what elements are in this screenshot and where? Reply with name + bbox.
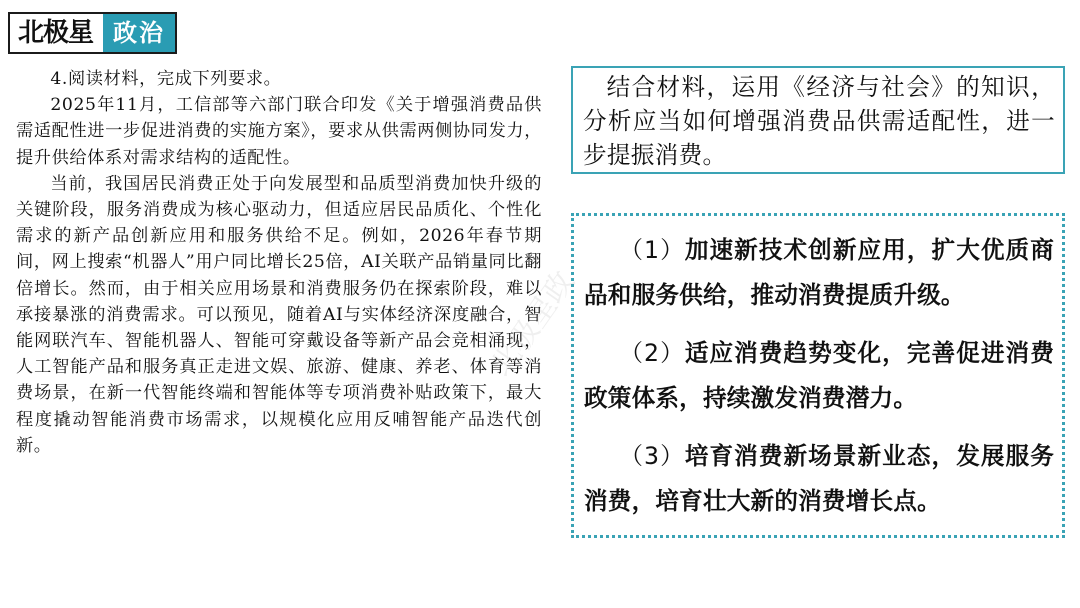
answer-box bbox=[571, 213, 1065, 538]
subject-label: 政治 bbox=[103, 14, 175, 52]
brand-logo bbox=[8, 12, 177, 54]
answer-text: 培育消费新场景新业态，发展服务消费，培育壮大新的消费增长点。 bbox=[584, 442, 1054, 515]
material-paragraph: 2025年11月，工信部等六部门联合印发《关于增强消费品供需适配性进一步促进消费的实施方案》，要求从供需两侧协同发力，提升供给体系对需求结构的适配性。 bbox=[16, 95, 542, 168]
reading-material bbox=[16, 66, 542, 459]
answer-item bbox=[584, 331, 1054, 420]
answer-number: （3） bbox=[619, 442, 685, 470]
question-prompt: 4.阅读材料，完成下列要求。 bbox=[50, 69, 282, 89]
answer-text: 加速新技术创新应用，扩大优质商品和服务供给，推动消费提质升级。 bbox=[584, 236, 1054, 309]
question-box: 结合材料，运用《经济与社会》的知识，分析应当如何增强消费品供需适配性，进一步提振消费。 bbox=[571, 66, 1065, 174]
material-paragraph: 当前，我国居民消费正处于向发展型和品质型消费加快升级的关键阶段，服务消费成为核心驱动力，但适应居民品质化、个性化需求的新产品创新应用和服务供给不足。例如，2026年春节期间，网上搜索“机器人”用户同比增长25倍，AI关联产品销量同比翻倍增长。然而，由于相关应用场景和消费服务仍在探索阶段，难以承接暴涨的消费需求。可以预见，随着AI与实体经济深度融合，智能网联汽车、智能机器人、智能可穿戴设备等新产品会竞相涌现，人工智能产品和服务真正走进文娱、旅游、健康、养老、体育等消费场景，在新一代智能终端和智能体等专项消费补贴政策下，最大程度撬动智能消费市场需求，以规模化应用反哺智能产品迭代创新。 bbox=[16, 173, 542, 456]
answer-number: （1） bbox=[619, 236, 685, 264]
brand-name: 北极星 bbox=[10, 14, 103, 52]
answer-item bbox=[584, 434, 1054, 523]
answer-text: 适应消费趋势变化，完善促进消费政策体系，持续激发消费潜力。 bbox=[584, 339, 1054, 412]
watermark: 北极星政 bbox=[484, 264, 582, 384]
answer-item bbox=[584, 228, 1054, 317]
answer-number: （2） bbox=[619, 339, 685, 367]
